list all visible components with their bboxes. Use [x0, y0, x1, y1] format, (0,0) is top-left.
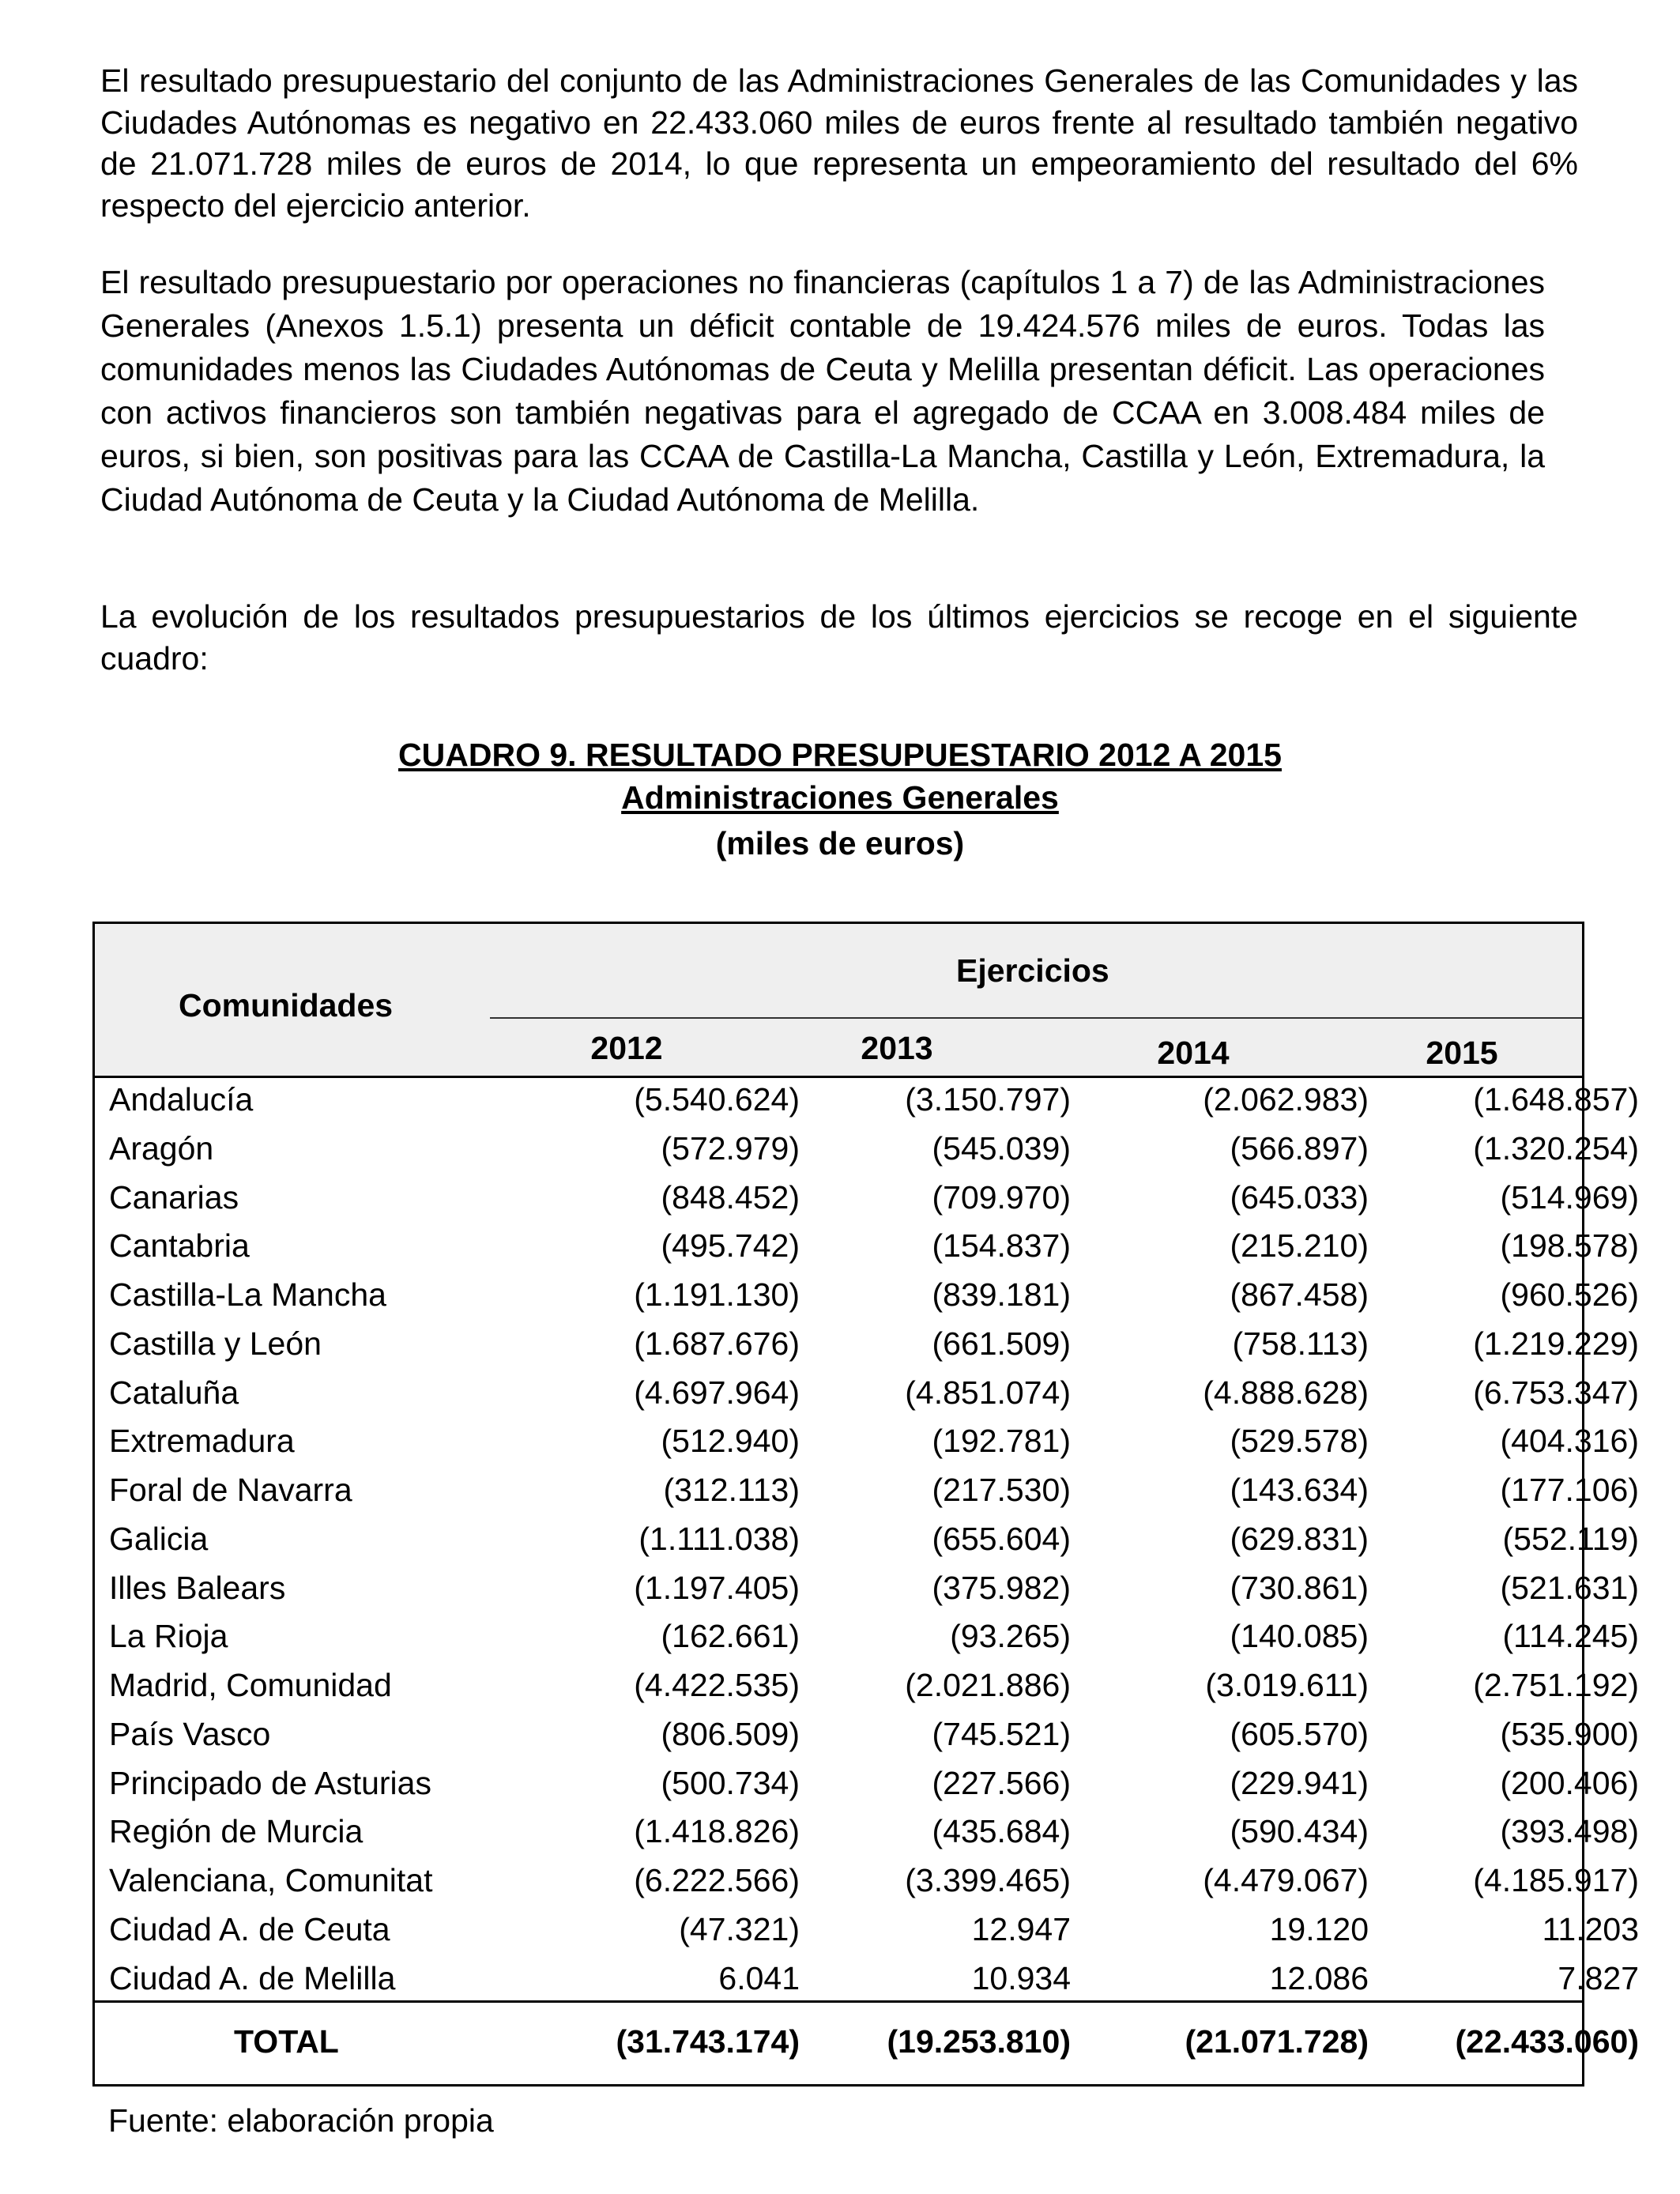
- header-year: 2013: [861, 1030, 933, 1066]
- community-name: Región de Murcia: [109, 1813, 363, 1850]
- value-cell: (572.979): [661, 1129, 800, 1167]
- value-cell: (730.861): [1230, 1569, 1369, 1606]
- value-cell: (404.316): [1500, 1423, 1639, 1460]
- value-cell: 10.934: [971, 1959, 1071, 1996]
- community-name: Illes Balears: [109, 1569, 286, 1606]
- paragraph-2: El resultado presupuestario por operaciones no financieras (capítulos 1 a 7) de las Administraciones Generales (Anexos 1.5.1) presenta un déficit contable de 19.424.576 miles de euros. Todas las comunidades menos las Ciudades Autónomas de Ceuta y Melilla presentan déficit. Las operaciones con activos financieros son también negativas para el agregado de CCAA en 3.008.484 miles de euros, si bien, son positivas para las CCAA de Castilla-La Mancha, Castilla y León, Extremadura, la Ciudad Autónoma de Ceuta y la Ciudad Autónoma de Melilla.: [100, 264, 1545, 518]
- community-name: Valenciana, Comunitat: [109, 1862, 433, 1898]
- value-cell: (806.509): [661, 1715, 800, 1752]
- source-note: Fuente: elaboración propia: [108, 2102, 494, 2139]
- table-row: [95, 1076, 1639, 1125]
- value-cell: (495.742): [661, 1227, 800, 1265]
- value-cell: (4.479.067): [1203, 1862, 1369, 1898]
- value-cell: (4.422.535): [634, 1667, 800, 1703]
- value-cell: (848.452): [661, 1178, 800, 1216]
- header-comunidades: Comunidades: [179, 987, 394, 1023]
- value-cell: (217.530): [932, 1472, 1071, 1508]
- value-cell: (143.634): [1230, 1472, 1369, 1508]
- table-row: [95, 1271, 1639, 1320]
- value-cell: (1.648.857): [1473, 1081, 1639, 1118]
- community-name: Cantabria: [109, 1227, 250, 1265]
- value-cell: (2.751.192): [1473, 1667, 1639, 1703]
- value-cell: (500.734): [661, 1764, 800, 1801]
- value-cell: (709.970): [932, 1178, 1071, 1216]
- value-cell: (545.039): [932, 1129, 1071, 1167]
- value-cell: (529.578): [1230, 1423, 1369, 1460]
- community-name: Foral de Navarra: [109, 1472, 352, 1508]
- value-cell: (4.185.917): [1473, 1862, 1639, 1898]
- value-cell: (1.418.826): [634, 1813, 800, 1850]
- value-cell: (4.888.628): [1203, 1374, 1369, 1411]
- value-cell: (1.191.130): [634, 1276, 800, 1313]
- value-cell: (6.753.347): [1473, 1374, 1639, 1411]
- value-cell: (312.113): [663, 1472, 800, 1508]
- value-cell: (140.085): [1230, 1618, 1369, 1655]
- value-cell: (514.969): [1500, 1178, 1639, 1216]
- value-cell: (1.687.676): [634, 1325, 800, 1362]
- value-cell: (2.021.886): [905, 1667, 1071, 1703]
- table-row: [95, 1417, 1639, 1466]
- table-title: CUADRO 9. RESULTADO PRESUPUESTARIO 2012 A 2015: [398, 737, 1282, 773]
- value-cell: (552.119): [1502, 1520, 1639, 1557]
- value-cell: (535.900): [1500, 1715, 1639, 1752]
- community-name: Extremadura: [109, 1423, 295, 1460]
- table-row: [95, 1515, 1639, 1564]
- value-cell: (6.222.566): [634, 1862, 800, 1898]
- value-cell: (645.033): [1230, 1178, 1369, 1216]
- total-cell: (22.433.060): [1455, 2023, 1639, 2060]
- paragraph-1: El resultado presupuestario del conjunto de las Administraciones Generales de las Comunidades y las Ciudades Autónomas es negativo en 22.433.060 miles de euros frente al resultado también negativo de 21.071.728 miles de euros de 2014, lo que representa un empeoramiento del resultado del 6% respecto del ejercicio anterior.: [100, 62, 1578, 224]
- value-cell: 19.120: [1269, 1910, 1369, 1947]
- table-row: [95, 1466, 1639, 1515]
- table-row: [95, 1955, 1639, 2004]
- total-label: TOTAL: [234, 2023, 339, 2060]
- value-cell: (1.320.254): [1473, 1129, 1639, 1167]
- table-units: (miles de euros): [715, 825, 965, 861]
- community-name: Canarias: [109, 1178, 239, 1216]
- community-name: Andalucía: [109, 1081, 254, 1118]
- value-cell: 11.203: [1542, 1910, 1639, 1947]
- value-cell: (47.321): [679, 1910, 800, 1947]
- results-table: [92, 922, 1639, 2087]
- value-cell: (192.781): [932, 1423, 1071, 1460]
- value-cell: (1.197.405): [634, 1569, 800, 1606]
- value-cell: (227.566): [932, 1764, 1071, 1801]
- value-cell: (154.837): [932, 1227, 1071, 1265]
- total-cell: (19.253.810): [887, 2023, 1071, 2060]
- value-cell: (4.697.964): [634, 1374, 800, 1411]
- community-name: Madrid, Comunidad: [109, 1667, 392, 1703]
- table-row: [95, 1174, 1639, 1223]
- community-name: País Vasco: [109, 1715, 271, 1752]
- value-cell: (200.406): [1500, 1764, 1639, 1801]
- value-cell: 12.086: [1269, 1959, 1369, 1996]
- value-cell: (93.265): [950, 1618, 1071, 1655]
- header-year: 2014: [1157, 1035, 1230, 1071]
- table-row: [95, 1710, 1639, 1759]
- value-cell: (177.106): [1500, 1472, 1639, 1508]
- value-cell: (758.113): [1232, 1325, 1369, 1362]
- community-name: Castilla-La Mancha: [109, 1276, 386, 1313]
- value-cell: (3.399.465): [905, 1862, 1071, 1898]
- value-cell: (3.019.611): [1205, 1667, 1369, 1703]
- community-name: Principado de Asturias: [109, 1764, 431, 1801]
- total-row: [95, 2000, 1639, 2084]
- value-cell: (393.498): [1500, 1813, 1639, 1850]
- community-name: La Rioja: [109, 1618, 228, 1655]
- value-cell: (839.181): [932, 1276, 1071, 1313]
- value-cell: (745.521): [932, 1715, 1071, 1752]
- value-cell: (1.111.038): [638, 1520, 800, 1557]
- value-cell: 12.947: [971, 1910, 1071, 1947]
- header-year: 2015: [1426, 1035, 1498, 1071]
- table-row: [95, 1808, 1639, 1857]
- value-cell: (435.684): [932, 1813, 1071, 1850]
- total-cell: (21.071.728): [1185, 2023, 1369, 2060]
- value-cell: (590.434): [1230, 1813, 1369, 1850]
- value-cell: (661.509): [932, 1325, 1071, 1362]
- value-cell: (114.245): [1502, 1618, 1639, 1655]
- value-cell: (375.982): [932, 1569, 1071, 1606]
- table-row: [95, 1320, 1639, 1369]
- table-header: [95, 924, 1582, 1078]
- value-cell: (521.631): [1500, 1569, 1639, 1606]
- table-row: [95, 1125, 1639, 1174]
- value-cell: (4.851.074): [905, 1374, 1071, 1411]
- value-cell: (229.941): [1230, 1764, 1369, 1801]
- value-cell: (867.458): [1230, 1276, 1369, 1313]
- value-cell: (512.940): [661, 1423, 800, 1460]
- table-row: [95, 1857, 1639, 1906]
- table-row: [95, 1661, 1639, 1710]
- value-cell: (655.604): [932, 1520, 1071, 1557]
- value-cell: (960.526): [1500, 1276, 1639, 1313]
- total-cell: (31.743.174): [616, 2023, 800, 2060]
- value-cell: (162.661): [661, 1618, 800, 1655]
- table-row: [95, 1759, 1639, 1808]
- paragraph-3: La evolución de los resultados presupuestarios de los últimos ejercicios se recoge en el siguiente cuadro:: [100, 598, 1578, 677]
- value-cell: 6.041: [718, 1959, 800, 1996]
- header-divider: [490, 1017, 1582, 1019]
- table-row: [95, 1564, 1639, 1613]
- value-cell: (5.540.624): [634, 1081, 800, 1118]
- table-row: [95, 1906, 1639, 1955]
- community-name: Ciudad A. de Melilla: [109, 1959, 396, 1996]
- community-name: Aragón: [109, 1129, 214, 1167]
- community-name: Galicia: [109, 1520, 209, 1557]
- community-name: Cataluña: [109, 1374, 239, 1411]
- table-row: [95, 1222, 1639, 1271]
- community-name: Castilla y León: [109, 1325, 322, 1362]
- table-row: [95, 1612, 1639, 1661]
- value-cell: (215.210): [1230, 1227, 1369, 1265]
- value-cell: 7.827: [1558, 1959, 1639, 1996]
- value-cell: (3.150.797): [905, 1081, 1071, 1118]
- header-year: 2012: [590, 1030, 663, 1066]
- header-ejercicios: Ejercicios: [956, 952, 1109, 989]
- table-body: [95, 1076, 1639, 2003]
- table-subtitle: Administraciones Generales: [621, 779, 1059, 816]
- value-cell: (566.897): [1230, 1129, 1369, 1167]
- community-name: Ciudad A. de Ceuta: [109, 1910, 390, 1947]
- table-row: [95, 1369, 1639, 1418]
- value-cell: (198.578): [1500, 1227, 1639, 1265]
- value-cell: (2.062.983): [1203, 1081, 1369, 1118]
- value-cell: (629.831): [1230, 1520, 1369, 1557]
- value-cell: (605.570): [1230, 1715, 1369, 1752]
- value-cell: (1.219.229): [1473, 1325, 1639, 1362]
